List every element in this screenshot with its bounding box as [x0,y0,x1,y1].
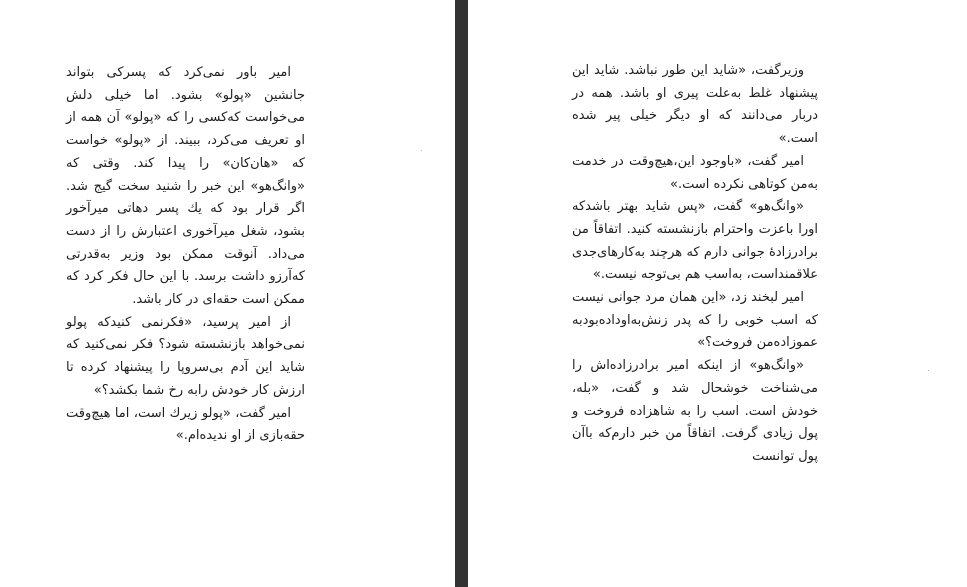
paragraph: امیر لبخند زد، «این همان مرد جوانی نیست که اسب خوبی را که پدر زنش‌به‌اوداده‌بودبه عموزاده‌من فروخت؟» [572,290,818,351]
scan-speck [928,370,929,371]
paragraph: امیر باور نمی‌کرد که پسرکی بتواند جانشین «پولو» بشود. اما خیلی دلش می‌خواست که‌کسی را که «پولو» آن همه از او تعریف می‌کرد، ببیند. از «پولو» خواست که «هان‌کان» را پیدا کند. وقتی که «وانگ‌هو» این خبر را شنید سخت گیج شد. اگر قرار بود که یك پسر دهاتی میرآخور بشود، شغل میرآخوری اعتبارش را از دست می‌داد. آنوقت ممکن بود وزیر به‌قدرتی که‌آرزو داشت برسد. با این حال فکر کرد که ممکن است حقه‌ای در کار باشد. [66,65,305,308]
right-page [468,0,967,587]
paragraph: از امیر پرسید، «فکرنمی کنیدکه پولو نمی‌خواهد بازنشسته شود؟ فکر نمی‌کنید که شاید این آدم بی‌سروپا را پیشنهاد کرده تا ارزش کار خودش رابه رخ شما بکشد؟» [66,314,305,398]
book-gutter [455,0,468,587]
paragraph: امیر گفت، «پولو زیرك است، اما هیچ‌وقت حقه‌بازی از او ندیده‌ام.» [66,405,305,444]
paragraph: وزیرگفت، «شاید این طور نباشد. شاید این پیشنهاد غلط به‌علت پیری او باشد. همه در دربار می‌دانند که او دیگر خیلی پیر شده است.» [572,63,818,147]
left-page [0,0,455,587]
paragraph: «وانگ‌هو» گفت، «پس شاید بهتر باشدکه اورا باعزت واحترام بازنشسته کنید. اتفاقاً من برادرزادهٔ جوانی دارم که هرچند به‌کارهای‌جدی علاقمنداست، به‌اسب هم بی‌توجه نیست.» [572,199,818,283]
paragraph: امیر گفت، «باوجود این،هیچ‌وقت در خدمت به‌من کوتاهی نکرده است.» [572,153,818,192]
left-page-text [66,62,305,448]
paragraph: «وانگ‌هو» از اینکه امیر برادرزاده‌اش را می‌شناخت خوشحال شد و گفت، «بله، خودش است. اسب را به شاهزاده فروخت و پول زیادی گرفت. اتفاقاً من خبر دارم‌که باآن پول توانست [572,358,818,464]
right-page-text [572,60,818,469]
scan-speck [421,150,422,151]
